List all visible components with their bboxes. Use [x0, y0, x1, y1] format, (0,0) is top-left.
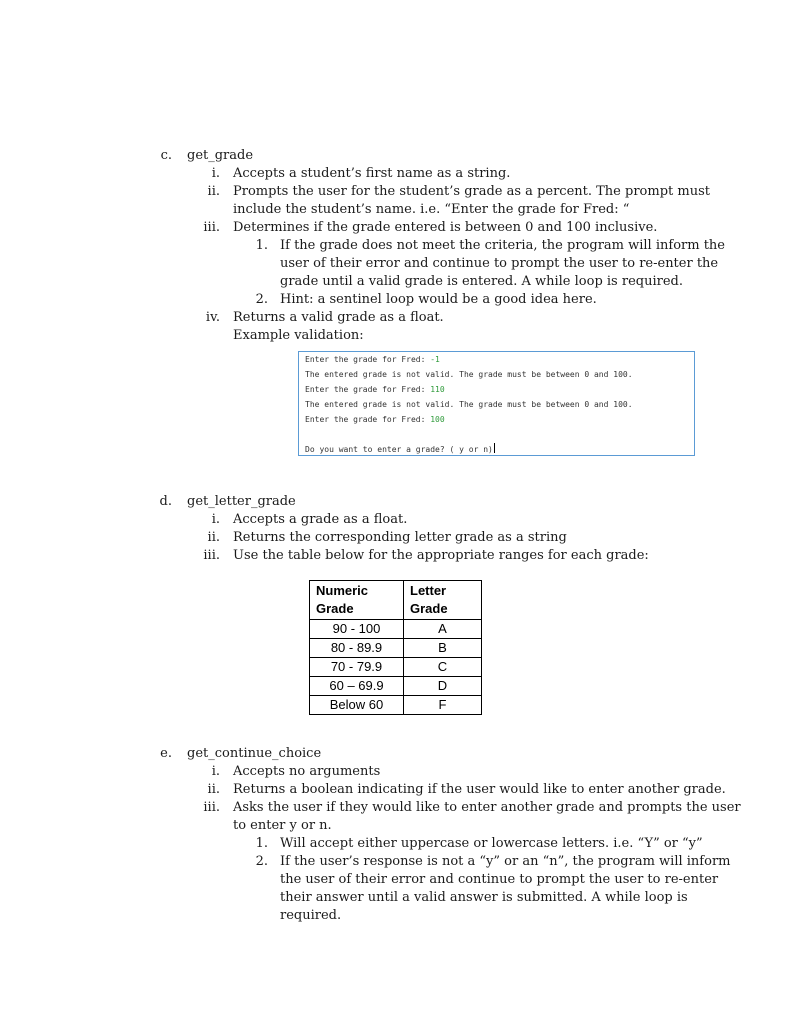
item-number: iii.: [203, 548, 220, 563]
numeric-range: 80 - 89.9: [310, 639, 404, 658]
console-input: -1: [430, 355, 440, 364]
item-number: ii.: [207, 530, 220, 545]
item-number: iii.: [203, 220, 220, 235]
table-row: [310, 658, 482, 677]
subitem-number: 2.: [255, 292, 268, 307]
console-input: 100: [430, 415, 445, 424]
text-cursor: [494, 443, 495, 453]
list-item: required.: [280, 908, 342, 923]
list-item: Example validation:: [233, 328, 364, 343]
list-item: Returns a valid grade as a float.: [233, 310, 444, 325]
list-item: the user of their error and continue to prompt the user to re-enter: [280, 872, 719, 887]
list-item: include the student’s name. i.e. “Enter the grade for Fred: “: [233, 202, 630, 217]
table-row: [310, 677, 482, 696]
table-header-row: [310, 581, 482, 620]
grade-table: [309, 580, 482, 715]
numeric-range: 60 – 69.9: [310, 677, 404, 696]
numeric-range: Below 60: [310, 696, 404, 715]
letter-grade: C: [404, 658, 482, 677]
list-item: Accepts no arguments: [233, 764, 381, 779]
list-item: Use the table below for the appropriate ranges for each grade:: [233, 548, 649, 563]
subitem-number: 1.: [255, 836, 268, 851]
subitem-number: 1.: [255, 238, 268, 253]
list-item: Determines if the grade entered is between 0 and 100 inclusive.: [233, 220, 658, 235]
list-item: Prompts the user for the student’s grade as a percent. The prompt must: [233, 184, 710, 199]
table-row: [310, 639, 482, 658]
table-row: [310, 696, 482, 715]
section-c-label: c.: [160, 148, 172, 163]
item-number: i.: [211, 764, 220, 779]
console-line: Enter the grade for Fred: 110: [305, 385, 445, 394]
console-example: [298, 351, 695, 456]
letter-grade: D: [404, 677, 482, 696]
list-item: Accepts a student’s first name as a string.: [233, 166, 511, 181]
item-number: ii.: [207, 184, 220, 199]
item-number: i.: [211, 512, 220, 527]
item-number: iii.: [203, 800, 220, 815]
subitem-number: 2.: [255, 854, 268, 869]
console-line: Enter the grade for Fred: -1: [305, 355, 440, 364]
item-number: i.: [211, 166, 220, 181]
list-item: user of their error and continue to prompt the user to re-enter the: [280, 256, 719, 271]
console-prompt-line[interactable]: Do you want to enter a grade? ( y or n): [305, 445, 493, 454]
numeric-range: 70 - 79.9: [310, 658, 404, 677]
console-input: 110: [430, 385, 445, 394]
list-item: grade until a valid grade is entered. A while loop is required.: [280, 274, 683, 289]
list-item: Accepts a grade as a float.: [233, 512, 408, 527]
item-number: ii.: [207, 782, 220, 797]
list-item: Asks the user if they would like to enter another grade and prompts the user: [233, 800, 741, 815]
numeric-range: 90 - 100: [310, 620, 404, 639]
letter-grade: B: [404, 639, 482, 658]
section-e-title: get_continue_choice: [187, 746, 322, 761]
section-e-label: e.: [160, 746, 172, 761]
list-item: If the grade does not meet the criteria, the program will inform the: [280, 238, 725, 253]
item-number: iv.: [205, 310, 220, 325]
list-item: to enter y or n.: [233, 818, 332, 833]
letter-grade: F: [404, 696, 482, 715]
section-c-title: get_grade: [187, 148, 254, 163]
list-item: If the user’s response is not a “y” or an “n”, the program will inform: [280, 854, 731, 869]
letter-grade: A: [404, 620, 482, 639]
list-item: Returns a boolean indicating if the user would like to enter another grade.: [233, 782, 726, 797]
list-item: Will accept either uppercase or lowercase letters. i.e. “Y” or “y”: [280, 836, 703, 851]
section-d-label: d.: [159, 494, 172, 509]
header-numeric-grade: Numeric Grade: [310, 581, 404, 620]
section-d-title: get_letter_grade: [187, 494, 296, 509]
list-item: Returns the corresponding letter grade as a string: [233, 530, 567, 545]
console-line: The entered grade is not valid. The grade must be between 0 and 100.: [305, 400, 633, 409]
list-item: their answer until a valid answer is submitted. A while loop is: [280, 890, 688, 905]
console-line: The entered grade is not valid. The grade must be between 0 and 100.: [305, 370, 633, 379]
console-line: Enter the grade for Fred: 100: [305, 415, 445, 424]
table-row: [310, 620, 482, 639]
list-item: Hint: a sentinel loop would be a good idea here.: [280, 292, 597, 307]
header-letter-grade: Letter Grade: [404, 581, 482, 620]
